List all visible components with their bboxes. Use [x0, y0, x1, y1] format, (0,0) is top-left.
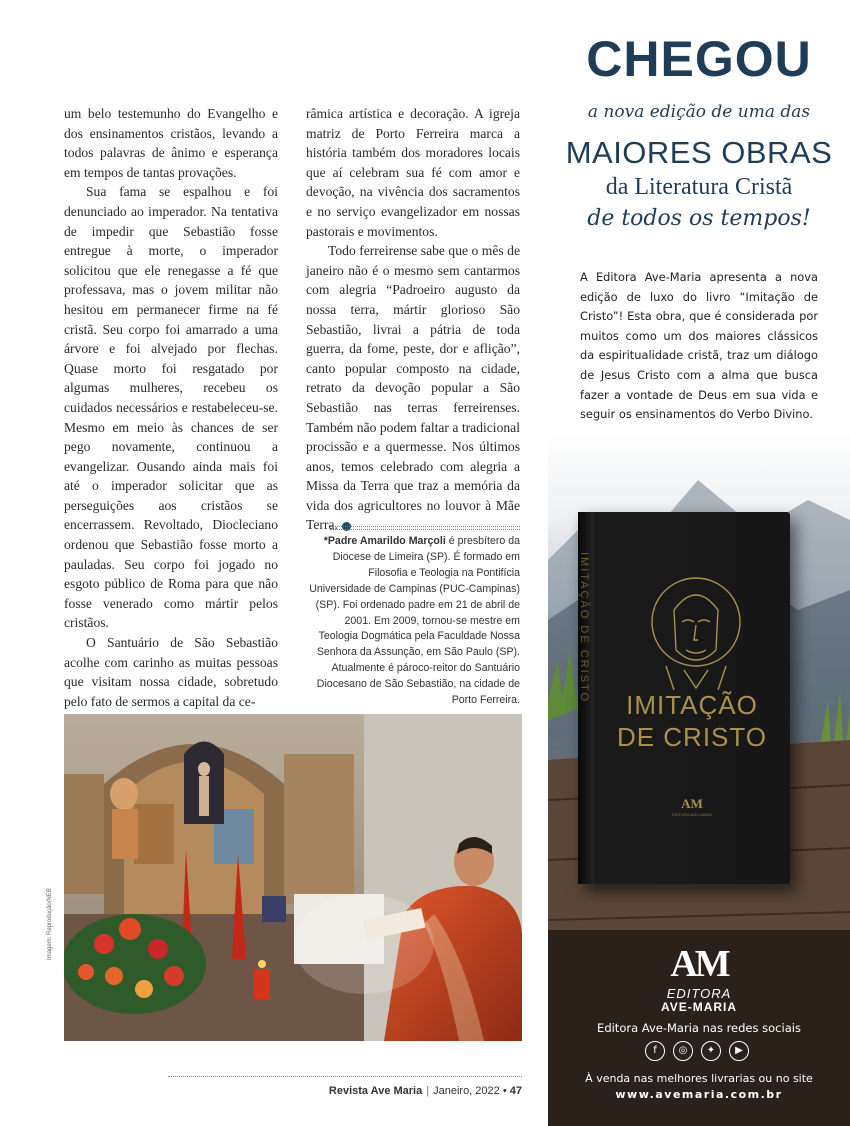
website-link[interactable]: www.avemaria.com.br: [615, 1088, 783, 1101]
issue-date: Janeiro, 2022 •: [433, 1085, 507, 1097]
twitter-icon[interactable]: ✦: [701, 1041, 721, 1061]
bio-separator: [330, 526, 520, 530]
photo-credit: Imagem: Reprodução/NEB: [47, 888, 53, 960]
sale-info: À venda nas melhores livrarias ou no site: [585, 1072, 813, 1085]
publisher-label: EDITORA: [666, 986, 732, 1001]
church-photo-illustration: [64, 714, 522, 1041]
paragraph: um belo testemunho do Evangelho e dos ensinamentos cristãos, levando a todos palavras de ânimo e esperança em tempos de tantas provações.: [64, 106, 278, 180]
book-publisher-logo: AM: [681, 796, 703, 811]
publisher-logo: AM: [670, 943, 728, 985]
book-title-line-2: DE CRISTO: [616, 722, 768, 752]
paragraph-text: Todo ferreirense sabe que o mês de janeiro não é o mesmo sem cantarmos com alegria “Padroeiro augusto da nossa terra, mártir glorioso São Sebastião, livrai a pátria de toda guerra, da fome, peste, dor e aflição”, canto popular composto na cidade, retrato da devoção popular a São Sebastião nas terras ferreirenses. Também não podem faltar a tradicional procissão e a quermesse. Nos últimos anos, temos celebrado com alegria a Missa da Terra que traz a memória da vida dos agricultores no louvor à Mãe Terra.: [306, 243, 520, 533]
instagram-icon[interactable]: ◎: [673, 1041, 693, 1061]
footer-rule: [168, 1076, 522, 1077]
ad-title-main: MAIORES OBRAS: [565, 135, 833, 170]
author-name: *Padre Amarildo Marçoli: [323, 535, 446, 547]
page-footer: [300, 1085, 522, 1097]
book-spine-title: IMITAÇÃO DE CRISTO: [578, 552, 590, 704]
ad-headline: CHEGOU: [586, 31, 812, 87]
article-column-2: [306, 104, 520, 535]
ad-description: A Editora Ave-Maria apresenta a nova edição de luxo do livro “Imitação de Cristo”! Esta obra, que é considerada por muitos como um dos maiores clássicos da espiritualidade cristã, traz um diálogo de Jesus Cristo com a alma que busca fazer a vontade de Deus em sua vida e seguir os ensinamentos do Verbo Divino.: [580, 270, 818, 422]
book-cover: [578, 512, 790, 884]
ad-subheadline: a nova edição de uma das: [587, 102, 811, 122]
book-advertisement: [548, 0, 850, 1126]
youtube-icon[interactable]: ▶: [729, 1041, 749, 1061]
paragraph-final: [306, 241, 520, 535]
social-icons: [645, 1041, 755, 1063]
facebook-icon[interactable]: f: [645, 1041, 665, 1061]
paragraph: râmica artística e decoração. A igreja matriz de Porto Ferreira marca a história também dos moradores locais que aí celebram sua fé com amor e devoção, na vivência dos sacramentos e no serviço evangelizador em nossas pastorais e movimentos.: [306, 106, 520, 239]
social-media-label: Editora Ave-Maria nas redes sociais: [597, 1021, 801, 1035]
book-title-line-1: IMITAÇÃO: [626, 690, 758, 720]
book-publisher-name: EDITORA AVE-MARIA: [671, 812, 713, 817]
article-column-1: [64, 104, 278, 711]
author-bio: [306, 534, 520, 709]
ad-title-sub: da Literatura Cristã: [605, 174, 793, 200]
footer-separator: |: [426, 1085, 430, 1097]
paragraph: Sua fama se espalhou e foi denunciado ao imperador. Na tentativa de impedir que Sebastião fosse entregue à morte, o imperador solicitou que ele renegasse a fé que professava, mas o jovem militar não hesitou em permanecer firme na fé cristã. Seu corpo foi amarrado a uma árvore e foi alvejado por flechas. Quase morto foi resgatado por algumas mulheres, recebeu os cuidados necessários e restabeleceu-se. Mesmo em meio às chances de ser pego novamente, continuou a evangelizar. Ousando ainda mais foi até o imperador solicitar que as perseguições aos cristãos se encerrassem. Revoltado, Diocleciano ordenou que Sebastião fosse morto a pauladas. Seu corpo foi jogado no esgoto público de Roma para que não fosse venerado como mártir pelos cristãos.: [64, 184, 278, 631]
paragraph: O Santuário de São Sebastião acolhe com carinho as muitas pessoas que visitam nossa cidade, sobretudo pelo fato de sermos a capital da ce-: [64, 635, 278, 709]
magazine-name: Revista Ave Maria: [328, 1085, 423, 1097]
christ-face-icon: [644, 570, 748, 690]
church-photo: [64, 714, 522, 1041]
publisher-name: AVE-MARIA: [660, 1000, 738, 1014]
author-bio-text: é presbítero da Diocese de Limeira (SP). É formado em Filosofia e Teologia na Pontifícia Universidade de Campinas (PUC-Campinas) (SP). Foi ordenado padre em 21 de abril de 2001. Em 2009, tornou-se mestre em Teologia Dogmática pela Faculdade Nossa Senhora da Assunção, em São Paulo (SP). Atualmente é pároco-reitor do Santuário Diocesano de São Sebastião, na cidade de Porto Ferreira.: [309, 535, 520, 707]
page-number: 47: [509, 1085, 522, 1097]
ad-title-script: de todos os tempos!: [587, 206, 811, 231]
